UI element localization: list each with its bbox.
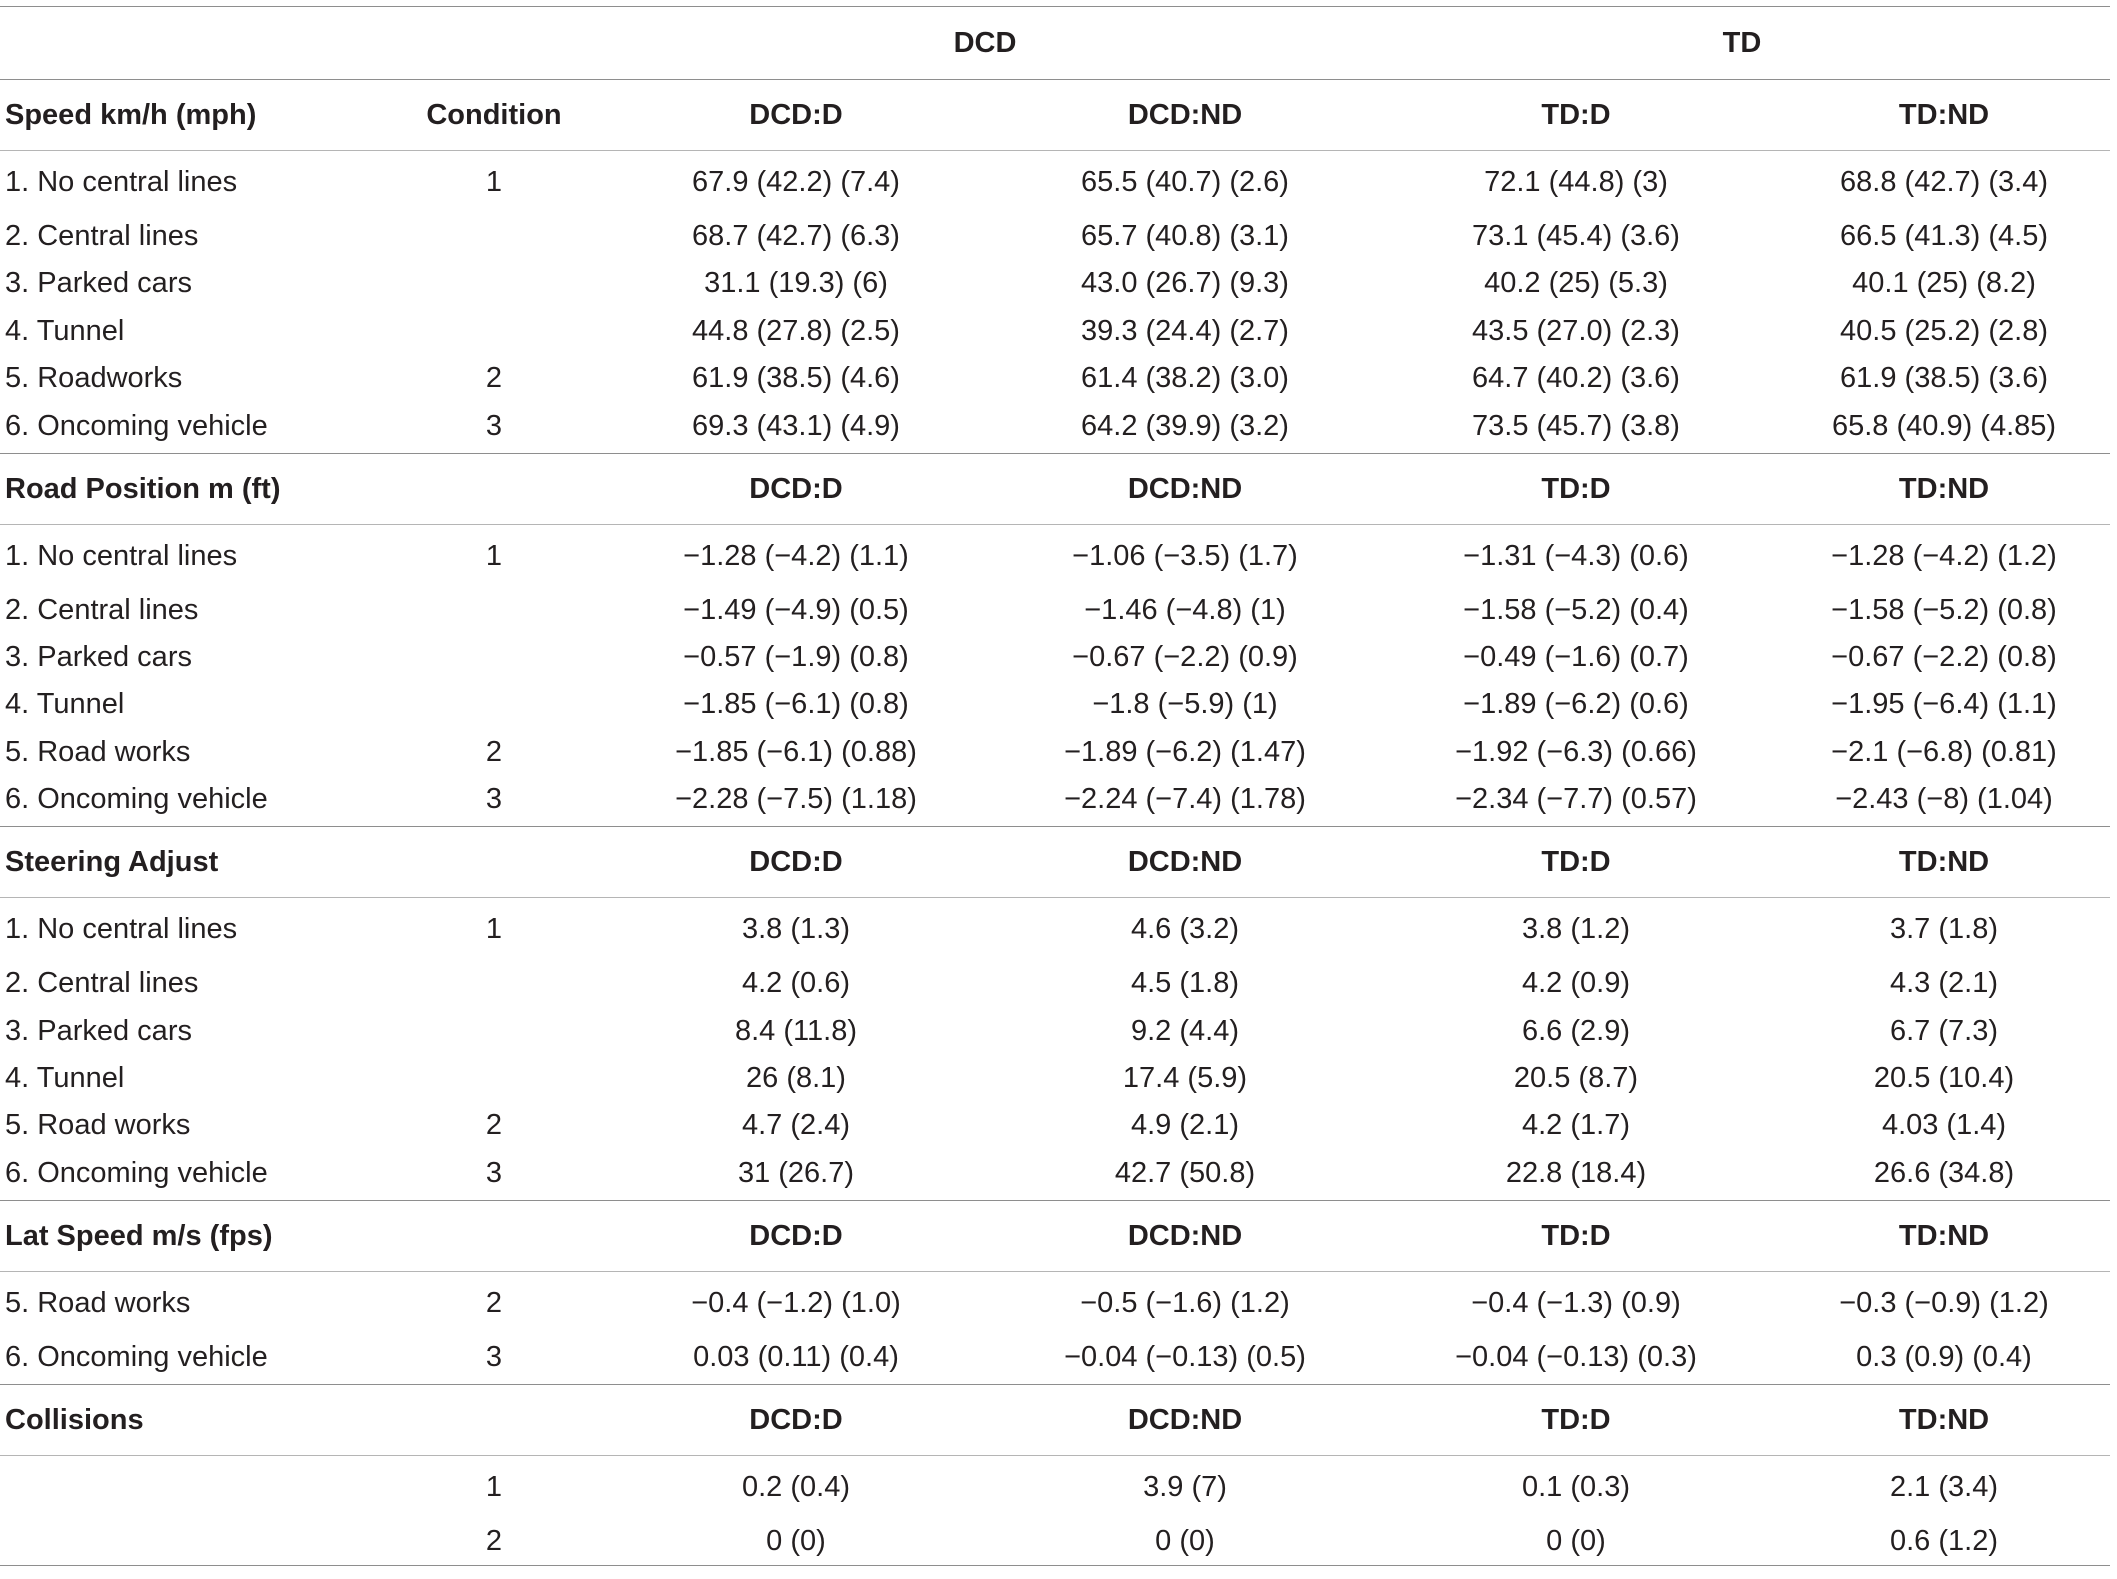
value-cell-dcd-d: 4.2 (0.6) <box>742 967 850 1000</box>
table-row <box>0 1008 2110 1055</box>
column-header-dcd-d: DCD:D <box>596 80 996 151</box>
value-cell-dcd-d: 0.2 (0.4) <box>742 1470 850 1503</box>
condition-cell: 2 <box>392 1518 596 1566</box>
value-cell-td-d: 73.1 (45.4) (3.6) <box>1472 220 1680 252</box>
column-header-td-d: TD:D <box>1374 453 1778 524</box>
table-row <box>0 1150 2110 1201</box>
condition-header <box>392 453 596 524</box>
value-cell-td-d: −1.58 (−5.2) (0.4) <box>1463 593 1689 626</box>
condition-header <box>392 1200 596 1271</box>
value-cell-td-nd: 66.5 (41.3) (4.5) <box>1840 220 2048 252</box>
value-cell-dcd-nd: 3.9 (7) <box>1143 1470 1227 1503</box>
row-label: 6. Oncoming vehicle <box>0 403 392 454</box>
value-cell-td-d: 40.2 (25) (5.3) <box>1484 267 1668 300</box>
value-cell-td-nd: 3.7 (1.8) <box>1890 913 1998 946</box>
condition-cell <box>392 1055 596 1102</box>
table-row <box>0 308 2110 355</box>
condition-header <box>392 827 596 898</box>
value-cell-td-d: 0.1 (0.3) <box>1522 1470 1630 1503</box>
column-header-dcd-d: DCD:D <box>596 827 996 898</box>
value-cell-dcd-d: −1.85 (−6.1) (0.88) <box>675 735 917 768</box>
row-label: 1. No central lines <box>5 539 238 572</box>
value-cell-td-nd: 0.3 (0.9) (0.4) <box>1778 1334 2110 1385</box>
condition-cell <box>392 634 596 681</box>
table-row <box>0 1055 2110 1102</box>
value-cell-dcd-d: 69.3 (43.1) (4.9) <box>596 403 996 454</box>
value-cell-td-d: −1.89 (−6.2) (0.6) <box>1463 688 1689 721</box>
row-label <box>0 1455 392 1518</box>
row-label: 4. Tunnel <box>5 314 125 347</box>
value-cell-dcd-d: 67.9 (42.2) (7.4) <box>692 166 900 198</box>
value-cell-td-d: 6.6 (2.9) <box>1522 1014 1630 1047</box>
condition-header: Condition <box>392 80 596 151</box>
value-cell-td-d: −0.4 (−1.3) (0.9) <box>1471 1286 1681 1319</box>
section-title: Road Position m (ft) <box>0 453 392 524</box>
table-row <box>0 355 2110 402</box>
value-cell-dcd-d: 26 (8.1) <box>746 1062 846 1095</box>
value-cell-dcd-d: −2.28 (−7.5) (1.18) <box>596 776 996 827</box>
value-cell-td-d: −2.34 (−7.7) (0.57) <box>1374 776 1778 827</box>
value-cell-dcd-nd: 4.6 (3.2) <box>1131 913 1239 946</box>
row-label: 1. No central lines <box>5 166 238 198</box>
column-header-dcd-nd: DCD:ND <box>996 1384 1374 1455</box>
column-header-td-nd: TD:ND <box>1778 1200 2110 1271</box>
column-header-dcd-nd: DCD:ND <box>996 827 1374 898</box>
table-row <box>0 587 2110 634</box>
section-title: Lat Speed m/s (fps) <box>0 1200 392 1271</box>
value-cell-dcd-nd: −2.24 (−7.4) (1.78) <box>996 776 1374 827</box>
results-table <box>0 6 2110 1566</box>
section-title: Speed km/h (mph) <box>0 80 392 151</box>
value-cell-td-nd: 68.8 (42.7) (3.4) <box>1840 166 2048 198</box>
value-cell-dcd-d: 61.9 (38.5) (4.6) <box>692 362 900 395</box>
row-label: 6. Oncoming vehicle <box>0 1334 392 1385</box>
value-cell-dcd-nd: 61.4 (38.2) (3.0) <box>1081 362 1289 395</box>
value-cell-td-nd: −2.43 (−8) (1.04) <box>1778 776 2110 827</box>
table-row <box>0 960 2110 1007</box>
section-header-row <box>0 80 2110 151</box>
value-cell-dcd-nd: −1.46 (−4.8) (1) <box>1084 593 1286 626</box>
value-cell-dcd-nd: −0.5 (−1.6) (1.2) <box>1080 1286 1290 1319</box>
value-cell-dcd-nd: 65.5 (40.7) (2.6) <box>1081 166 1289 198</box>
value-cell-dcd-nd: −1.89 (−6.2) (1.47) <box>1064 735 1306 768</box>
row-label: 2. Central lines <box>5 593 199 626</box>
table-row <box>0 260 2110 307</box>
value-cell-td-nd: 61.9 (38.5) (3.6) <box>1840 362 2048 395</box>
table-row <box>0 898 2110 961</box>
value-cell-td-nd: 40.1 (25) (8.2) <box>1852 267 2036 300</box>
value-cell-dcd-nd: 0 (0) <box>996 1518 1374 1566</box>
condition-cell <box>392 587 596 634</box>
value-cell-dcd-d: 4.7 (2.4) <box>742 1109 850 1142</box>
value-cell-td-nd: 20.5 (10.4) <box>1873 1062 2015 1095</box>
table-row <box>0 1334 2110 1385</box>
value-cell-td-nd: −1.28 (−4.2) (1.2) <box>1831 539 2057 572</box>
column-header-td-d: TD:D <box>1374 827 1778 898</box>
value-cell-td-nd: 4.03 (1.4) <box>1881 1109 2007 1142</box>
group-header-td: TD <box>1374 7 2110 80</box>
condition-cell: 2 <box>485 362 503 395</box>
value-cell-td-nd: −1.95 (−6.4) (1.1) <box>1831 688 2057 721</box>
condition-cell: 3 <box>392 1150 596 1201</box>
condition-cell: 3 <box>392 1334 596 1385</box>
value-cell-td-d: 64.7 (40.2) (3.6) <box>1472 362 1680 395</box>
table-row <box>0 729 2110 776</box>
value-cell-dcd-d: −0.57 (−1.9) (0.8) <box>683 641 909 674</box>
value-cell-dcd-nd: 9.2 (4.4) <box>1131 1014 1239 1047</box>
row-label: 1. No central lines <box>5 913 238 946</box>
value-cell-td-d: 72.1 (44.8) (3) <box>1484 166 1668 198</box>
value-cell-td-nd: 6.7 (7.3) <box>1890 1014 1998 1047</box>
value-cell-td-nd: 4.3 (2.1) <box>1890 967 1998 1000</box>
column-header-td-d: TD:D <box>1374 1384 1778 1455</box>
value-cell-dcd-nd: −0.04 (−0.13) (0.5) <box>996 1334 1374 1385</box>
value-cell-dcd-nd: 4.5 (1.8) <box>1131 967 1239 1000</box>
condition-cell <box>392 1008 596 1055</box>
section-header-row <box>0 1200 2110 1271</box>
value-cell-td-d: 73.5 (45.7) (3.8) <box>1374 403 1778 454</box>
row-label: 2. Central lines <box>5 967 199 1000</box>
value-cell-dcd-nd: 42.7 (50.8) <box>996 1150 1374 1201</box>
value-cell-dcd-d: −0.4 (−1.2) (1.0) <box>691 1286 901 1319</box>
value-cell-dcd-d: −1.49 (−4.9) (0.5) <box>683 593 909 626</box>
column-header-td-nd: TD:ND <box>1778 453 2110 524</box>
section-header-row <box>0 453 2110 524</box>
value-cell-dcd-nd: 65.7 (40.8) (3.1) <box>1081 220 1289 252</box>
value-cell-dcd-nd: 43.0 (26.7) (9.3) <box>1081 267 1289 300</box>
table-row <box>0 1271 2110 1334</box>
condition-cell: 2 <box>485 735 503 768</box>
condition-cell <box>392 213 596 260</box>
value-cell-td-d: 43.5 (27.0) (2.3) <box>1472 314 1680 347</box>
condition-cell: 1 <box>485 1470 503 1503</box>
row-label: 5. Road works <box>5 1109 191 1142</box>
table-row <box>0 776 2110 827</box>
group-header-empty <box>392 7 596 80</box>
table-row <box>0 151 2110 214</box>
value-cell-dcd-d: 44.8 (27.8) (2.5) <box>692 314 900 347</box>
condition-cell: 1 <box>485 913 503 946</box>
column-header-dcd-nd: DCD:ND <box>996 453 1374 524</box>
value-cell-dcd-nd: −0.67 (−2.2) (0.9) <box>1072 641 1298 674</box>
value-cell-dcd-d: 3.8 (1.3) <box>742 913 850 946</box>
value-cell-dcd-nd: 17.4 (5.9) <box>1122 1062 1248 1095</box>
condition-cell <box>392 960 596 1007</box>
section-title: Steering Adjust <box>0 827 392 898</box>
column-header-dcd-d: DCD:D <box>596 453 996 524</box>
column-header-td-nd: TD:ND <box>1778 827 2110 898</box>
value-cell-td-d: 4.2 (0.9) <box>1522 967 1630 1000</box>
condition-cell: 3 <box>392 776 596 827</box>
value-cell-td-d: 20.5 (8.7) <box>1513 1062 1639 1095</box>
table-row <box>0 524 2110 587</box>
table-row <box>0 1102 2110 1149</box>
row-label: 2. Central lines <box>5 220 199 252</box>
section-header-row <box>0 1384 2110 1455</box>
value-cell-dcd-d: 8.4 (11.8) <box>735 1014 857 1047</box>
row-label: 5. Road works <box>5 735 191 768</box>
value-cell-td-nd: −2.1 (−6.8) (0.81) <box>1831 735 2057 768</box>
table-row <box>0 1518 2110 1566</box>
value-cell-td-d: −0.04 (−0.13) (0.3) <box>1374 1334 1778 1385</box>
condition-header <box>392 1384 596 1455</box>
condition-cell: 2 <box>485 1109 503 1142</box>
column-header-dcd-d: DCD:D <box>596 1384 996 1455</box>
condition-cell: 1 <box>485 539 503 572</box>
value-cell-td-nd: 0.6 (1.2) <box>1778 1518 2110 1566</box>
column-header-td-nd: TD:ND <box>1778 1384 2110 1455</box>
row-label: 4. Tunnel <box>5 688 125 721</box>
value-cell-dcd-nd: 4.9 (2.1) <box>1131 1109 1239 1142</box>
column-header-td-d: TD:D <box>1374 1200 1778 1271</box>
value-cell-td-nd: 2.1 (3.4) <box>1890 1470 1998 1503</box>
value-cell-dcd-d: 31 (26.7) <box>596 1150 996 1201</box>
column-header-td-d: TD:D <box>1374 80 1778 151</box>
column-header-dcd-nd: DCD:ND <box>996 1200 1374 1271</box>
value-cell-td-nd: −1.58 (−5.2) (0.8) <box>1831 593 2057 626</box>
row-label: 4. Tunnel <box>5 1062 125 1095</box>
value-cell-dcd-nd: 39.3 (24.4) (2.7) <box>1081 314 1289 347</box>
value-cell-td-nd: 26.6 (34.8) <box>1778 1150 2110 1201</box>
row-label: 5. Road works <box>5 1286 191 1319</box>
value-cell-td-nd: −0.3 (−0.9) (1.2) <box>1839 1286 2049 1319</box>
value-cell-td-d: −0.49 (−1.6) (0.7) <box>1463 641 1689 674</box>
value-cell-td-d: 3.8 (1.2) <box>1522 913 1630 946</box>
value-cell-dcd-d: 31.1 (19.3) (6) <box>704 267 888 300</box>
value-cell-dcd-d: −1.85 (−6.1) (0.8) <box>683 688 909 721</box>
condition-cell <box>392 260 596 307</box>
value-cell-td-d: 4.2 (1.7) <box>1522 1109 1630 1142</box>
value-cell-dcd-d: −1.28 (−4.2) (1.1) <box>683 539 909 572</box>
value-cell-dcd-d: 0 (0) <box>596 1518 996 1566</box>
condition-cell: 1 <box>485 166 503 198</box>
condition-cell <box>392 308 596 355</box>
table-row <box>0 213 2110 260</box>
value-cell-td-d: −1.31 (−4.3) (0.6) <box>1463 539 1689 572</box>
row-label: 6. Oncoming vehicle <box>0 776 392 827</box>
column-header-td-nd: TD:ND <box>1778 80 2110 151</box>
value-cell-td-nd: 65.8 (40.9) (4.85) <box>1778 403 2110 454</box>
value-cell-dcd-nd: −1.8 (−5.9) (1) <box>1092 688 1278 721</box>
condition-cell: 2 <box>485 1286 503 1319</box>
value-cell-td-nd: −0.67 (−2.2) (0.8) <box>1831 641 2057 674</box>
value-cell-td-d: 22.8 (18.4) <box>1374 1150 1778 1201</box>
group-header-empty <box>0 7 392 80</box>
column-header-dcd-d: DCD:D <box>596 1200 996 1271</box>
table-row <box>0 681 2110 728</box>
value-cell-dcd-nd: 64.2 (39.9) (3.2) <box>996 403 1374 454</box>
row-label: 6. Oncoming vehicle <box>0 1150 392 1201</box>
value-cell-td-d: 0 (0) <box>1374 1518 1778 1566</box>
table-row <box>0 634 2110 681</box>
row-label: 5. Roadworks <box>5 362 183 395</box>
value-cell-dcd-d: 68.7 (42.7) (6.3) <box>692 220 900 252</box>
condition-cell <box>392 681 596 728</box>
column-header-dcd-nd: DCD:ND <box>996 80 1374 151</box>
value-cell-dcd-d: 0.03 (0.11) (0.4) <box>596 1334 996 1385</box>
value-cell-td-d: −1.92 (−6.3) (0.66) <box>1455 735 1697 768</box>
value-cell-td-nd: 40.5 (25.2) (2.8) <box>1840 314 2048 347</box>
group-header-dcd: DCD <box>596 7 1374 80</box>
table-row <box>0 403 2110 454</box>
section-title: Collisions <box>0 1384 392 1455</box>
table-row <box>0 1455 2110 1518</box>
row-label: 3. Parked cars <box>5 267 192 300</box>
group-header-row <box>0 7 2110 80</box>
row-label: 3. Parked cars <box>5 1014 192 1047</box>
section-header-row <box>0 827 2110 898</box>
condition-cell: 3 <box>392 403 596 454</box>
row-label: 3. Parked cars <box>5 641 192 674</box>
value-cell-dcd-nd: −1.06 (−3.5) (1.7) <box>1072 539 1298 572</box>
row-label <box>0 1518 392 1566</box>
